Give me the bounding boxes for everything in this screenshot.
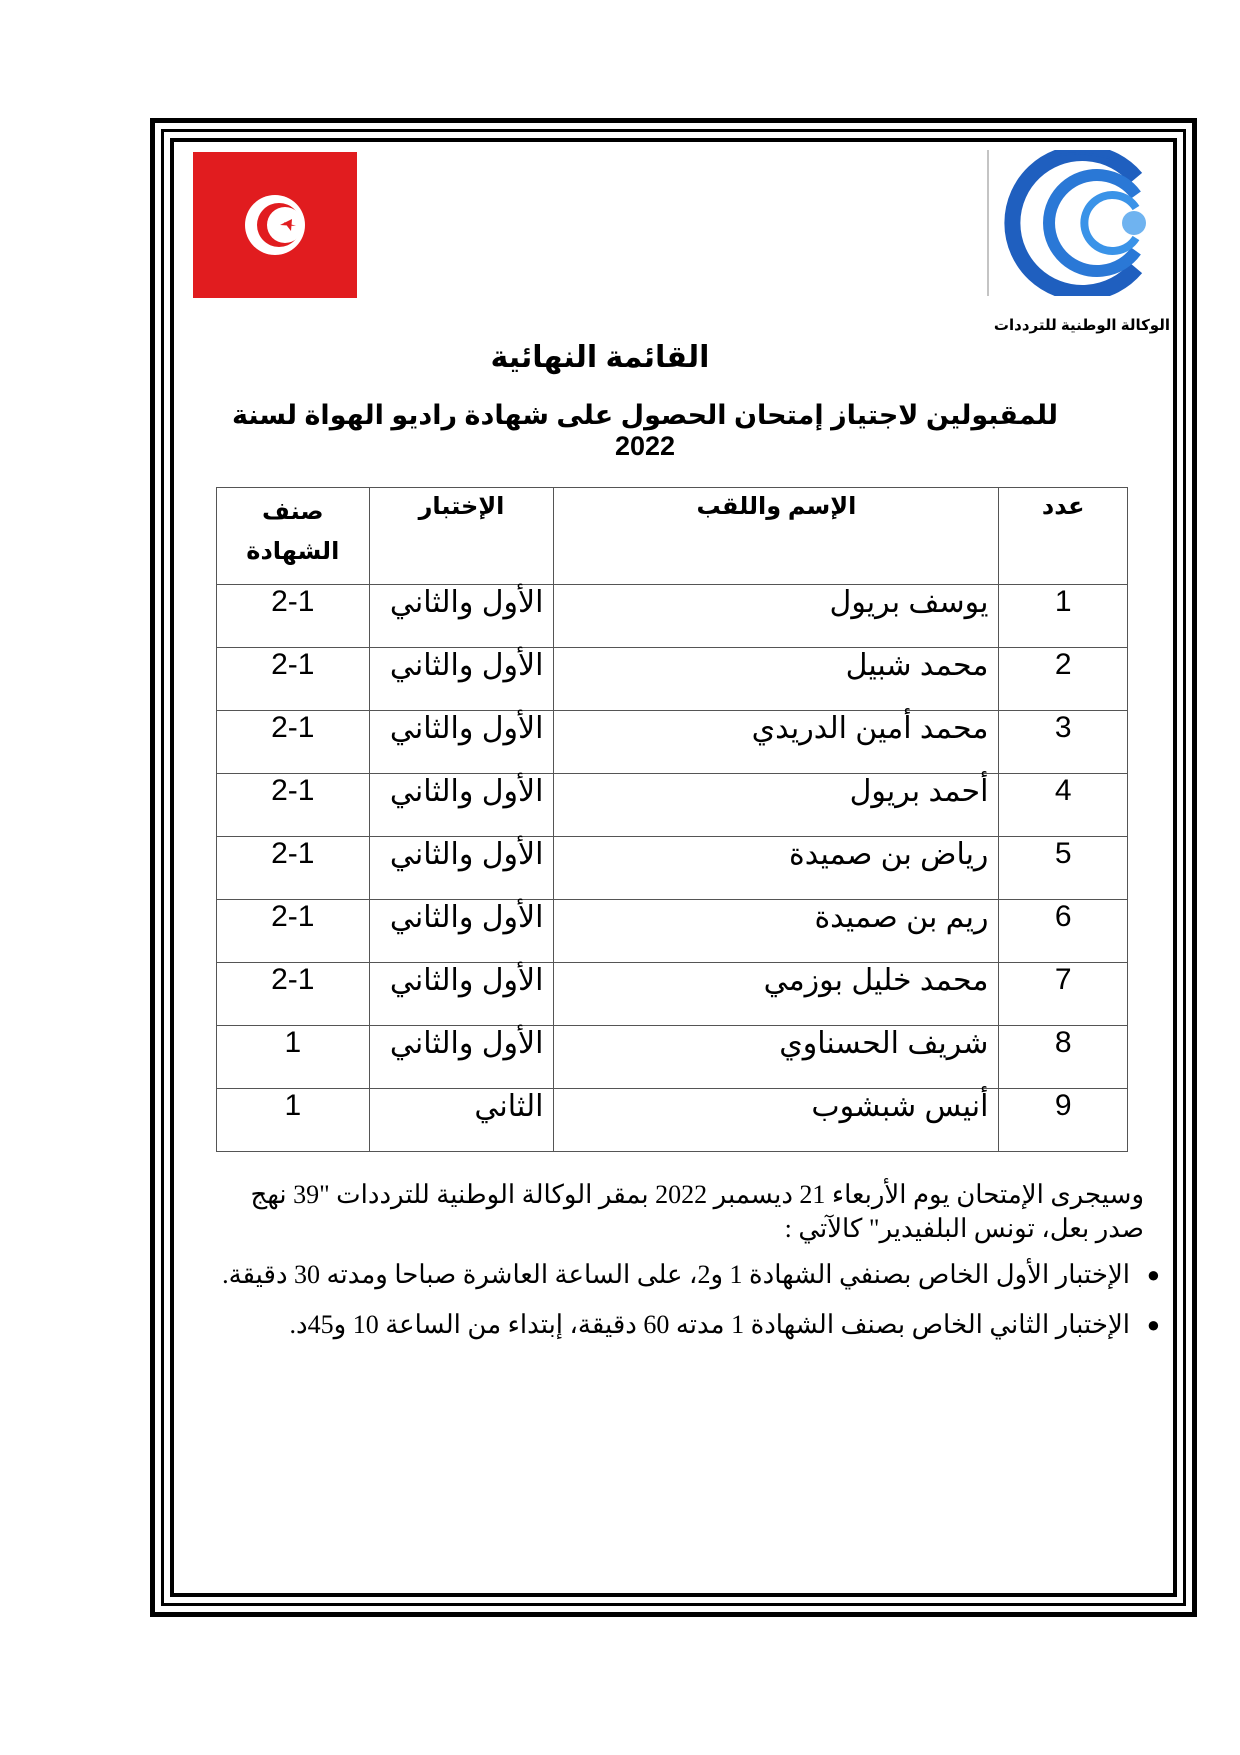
row-name: محمد شبيل [554,648,999,711]
header-test: الإختبار [369,488,554,585]
results-table [216,487,1128,1152]
row-test: الأول والثاني [369,648,554,711]
table-row [217,963,1128,1026]
row-name: أحمد بريول [554,774,999,837]
row-number: 4 [999,774,1128,837]
row-class: 2-1 [217,837,370,900]
table-row [217,837,1128,900]
logo-caption: الوكالة الوطنية للترددات [993,317,1170,334]
exam-schedule-list [216,1258,1168,1358]
bullet-icon: ● [1146,1262,1160,1287]
table-row [217,711,1128,774]
row-number: 8 [999,1026,1128,1089]
list-item [216,1258,1160,1292]
row-test: الأول والثاني [369,963,554,1026]
row-number: 3 [999,711,1128,774]
row-number: 2 [999,648,1128,711]
row-name: محمد أمين الدريدي [554,711,999,774]
exam-info-paragraph: وسيجرى الإمتحان يوم الأربعاء 21 ديسمبر 2022 بمقر الوكالة الوطنية للترددات "39 نهج صدر بعل، تونس البلفيدير" كالآتي : [250,1180,1144,1243]
table-header-row [217,488,1128,585]
list-item [216,1308,1160,1342]
row-test: الأول والثاني [369,711,554,774]
row-number: 9 [999,1089,1128,1152]
row-class: 2-1 [217,585,370,648]
row-test: الأول والثاني [369,1026,554,1089]
row-test: الثاني [369,1089,554,1152]
row-class: 1 [217,1089,370,1152]
row-test: الأول والثاني [369,900,554,963]
row-test: الأول والثاني [369,837,554,900]
table-row [217,900,1128,963]
table-row [217,585,1128,648]
header-number: عدد [999,488,1128,585]
row-number: 6 [999,900,1128,963]
page-title: القائمة النهائية [490,341,710,374]
row-number: 1 [999,585,1128,648]
page-subtitle: للمقبولين لاجتياز إمتحان الحصول على شهادة راديو الهواة لسنة 2022 [231,400,1058,461]
row-test: الأول والثاني [369,585,554,648]
row-class: 2-1 [217,711,370,774]
row-class: 2-1 [217,963,370,1026]
header-class: صنف الشهادة [217,488,370,585]
row-name: ريم بن صميدة [554,900,999,963]
row-name: شريف الحسناوي [554,1026,999,1089]
header-name: الإسم واللقب [554,488,999,585]
row-class: 1 [217,1026,370,1089]
agency-logo-icon [986,150,1164,296]
row-name: رياض بن صميدة [554,837,999,900]
list-item-text: الإختبار الثاني الخاص بصنف الشهادة 1 مدته 60 دقيقة، إبتداء من الساعة 10 و45د. [289,1310,1130,1339]
tunisia-flag-icon [193,152,357,298]
row-name: يوسف بريول [554,585,999,648]
row-number: 7 [999,963,1128,1026]
row-name: محمد خليل بوزمي [554,963,999,1026]
table-row [217,1026,1128,1089]
row-name: أنيس شبشوب [554,1089,999,1152]
row-test: الأول والثاني [369,774,554,837]
list-item-text: الإختبار الأول الخاص بصنفي الشهادة 1 و2، على الساعة العاشرة صباحا ومدته 30 دقيقة. [222,1260,1130,1289]
row-class: 2-1 [217,774,370,837]
row-class: 2-1 [217,648,370,711]
row-number: 5 [999,837,1128,900]
table-row [217,774,1128,837]
table-row [217,1089,1128,1152]
table-row [217,648,1128,711]
bullet-icon: ● [1146,1312,1160,1337]
row-class: 2-1 [217,900,370,963]
